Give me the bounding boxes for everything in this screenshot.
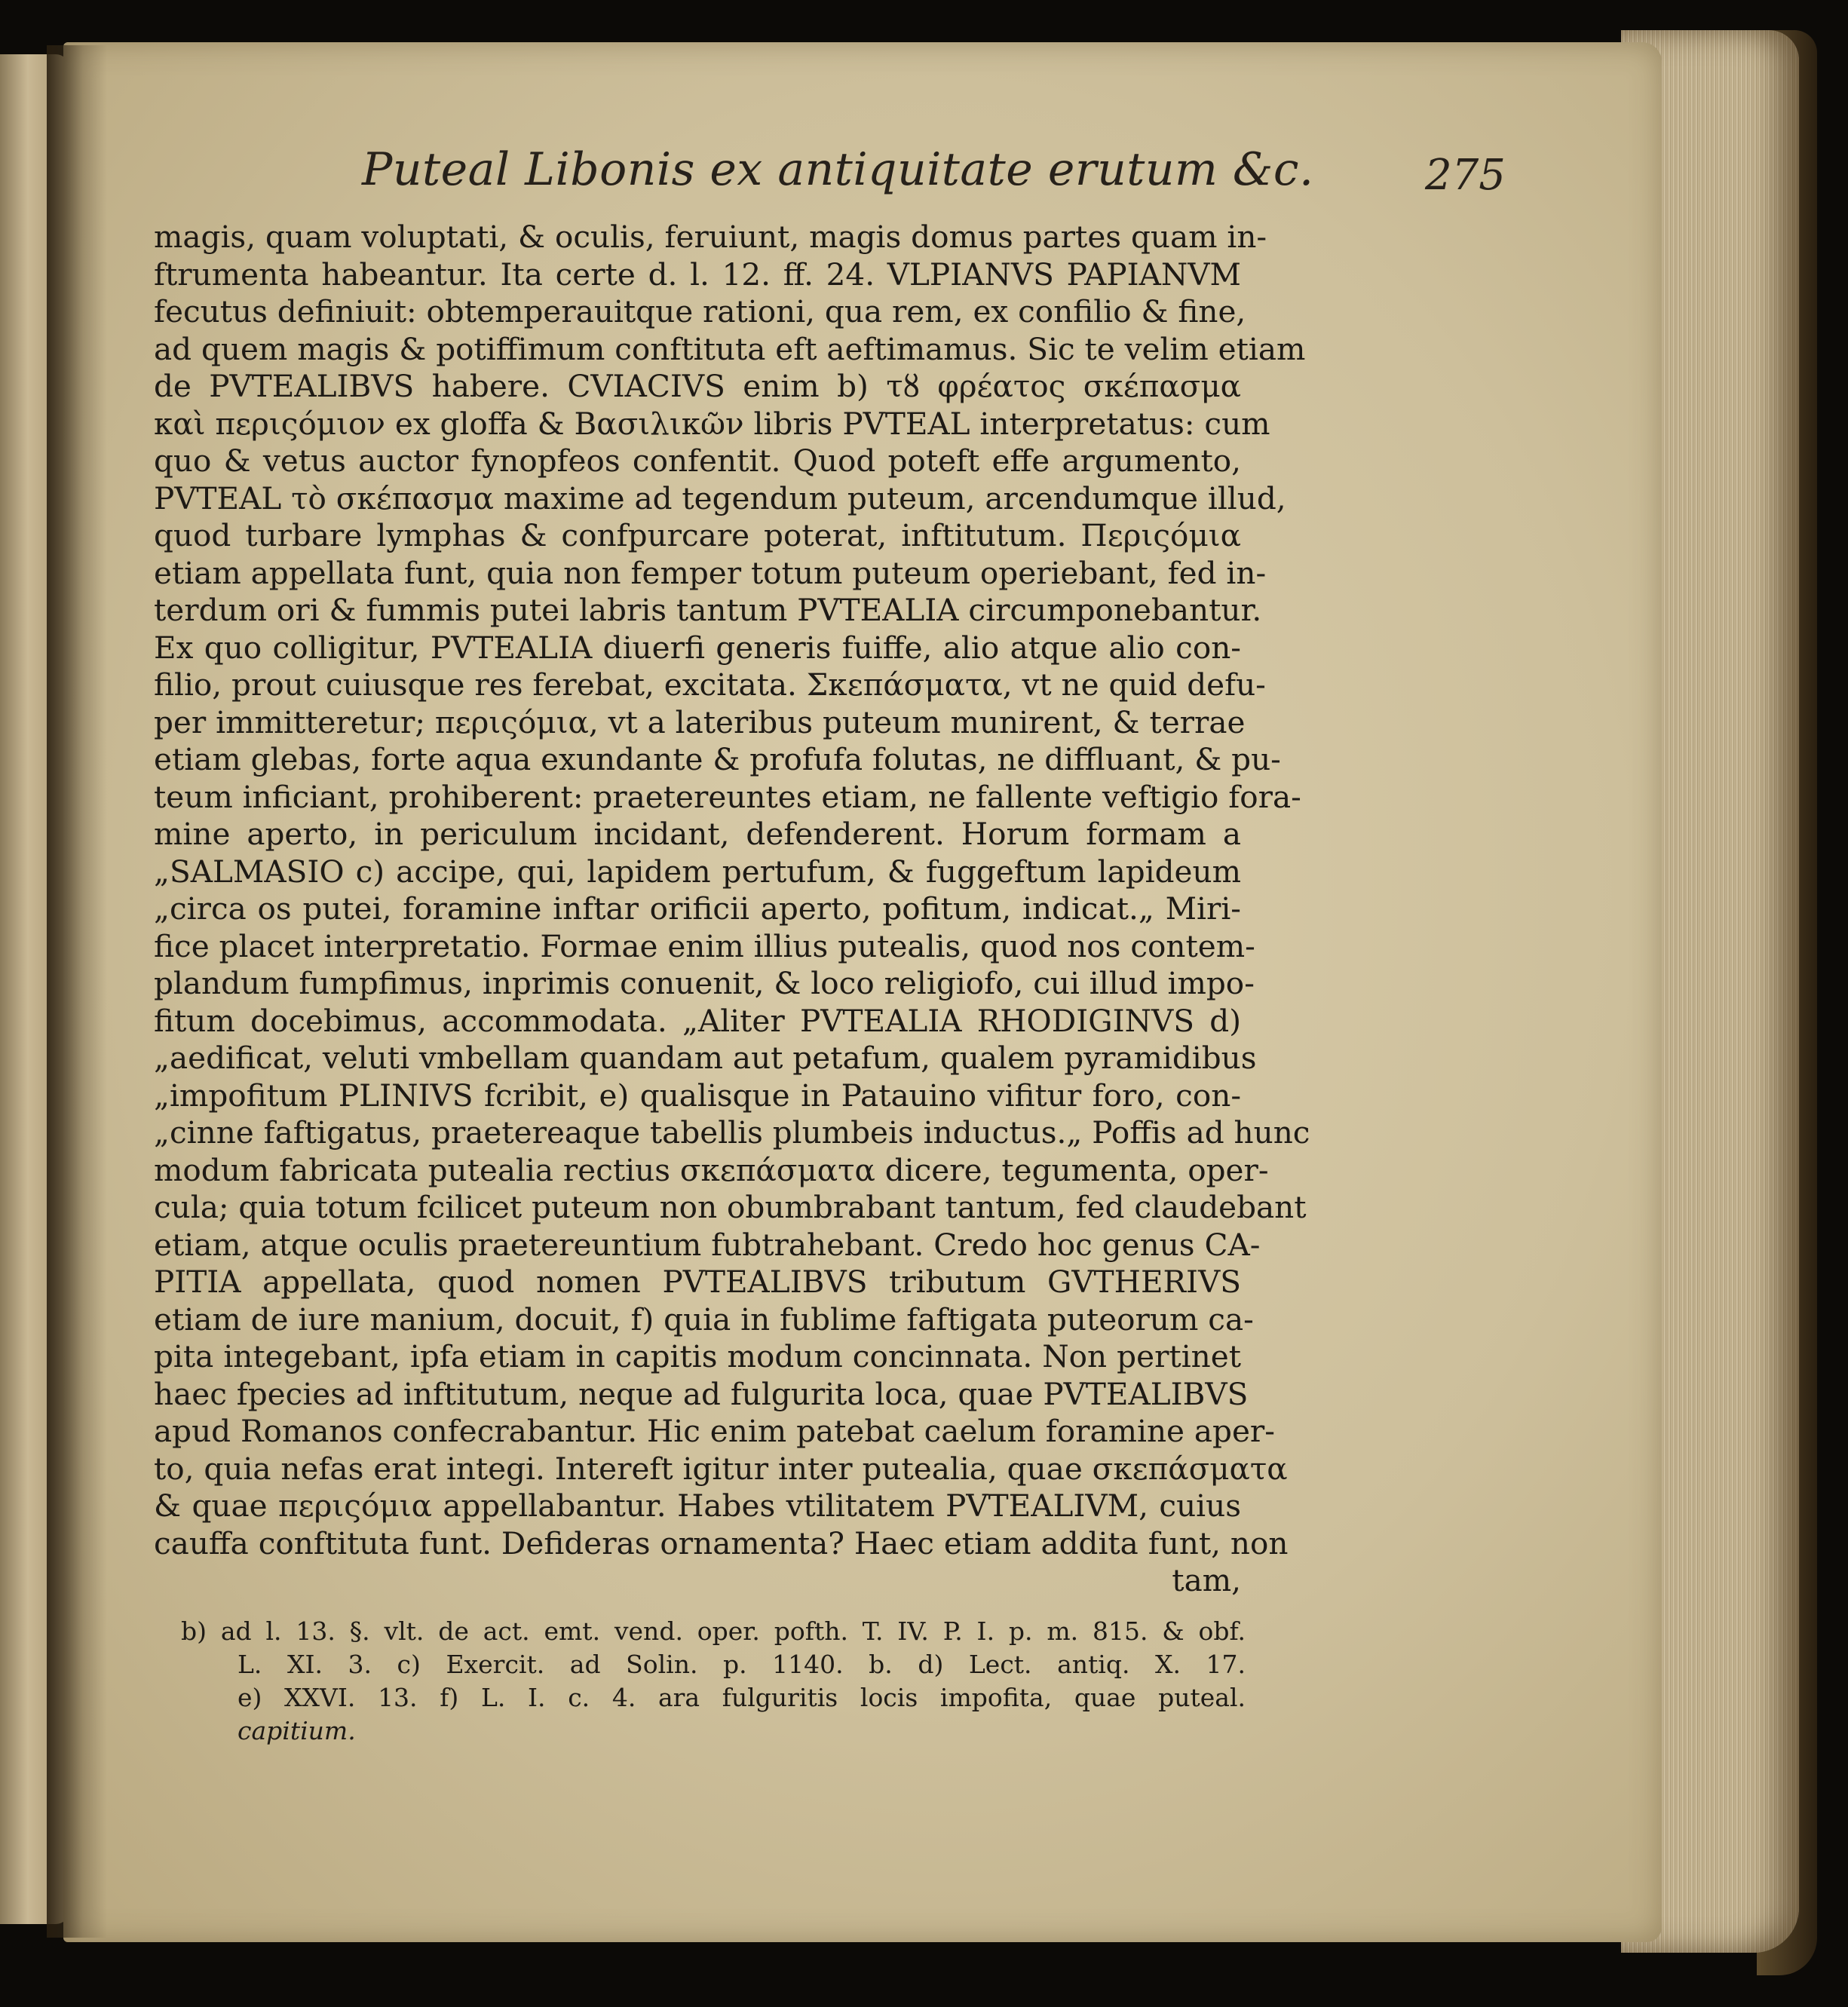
footnote-line: capitium. [238,1716,356,1745]
page-number: 275 [1425,151,1506,200]
body-line: teum inficiant, prohiberent: praetereuntes etiam, ne fallente veftigio fora- [154,778,1301,815]
body-line: quod turbare lymphas & confpurcare poterat, inftitutum. Περιςόμια [154,517,1241,553]
body-line: apud Romanos confecrabantur. Hic enim patebat caelum foramine aper- [154,1413,1275,1449]
body-line: „circa os putei, foramine inftar orificii aperto, pofitum, indicat.„ Miri- [154,890,1241,927]
body-line: etiam, atque oculis praetereuntium fubtrahebant. Credo hoc genus CA- [154,1226,1261,1263]
body-line: tam, [1172,1562,1241,1598]
body-line: „aedificat, veluti vmbellam quandam aut petafum, qualem pyramidibus [154,1040,1257,1076]
body-line: ftrumenta habeantur. Ita certe d. l. 12. ff. 24. VLPIANVS PAPIANVM [154,256,1241,293]
body-line: fice placet interpretatio. Formae enim illius putealis, quod nos contem- [154,927,1255,964]
body-line: PVTEAL τὸ σκέπασμα maxime ad tegendum puteum, arcendumque illud, [154,480,1286,516]
body-line: PITIA appellata, quod nomen PVTEALIBVS tributum GVTHERIVS [154,1264,1241,1300]
body-line: cula; quia totum fcilicet puteum non obumbrabant tantum, fed claudebant [154,1189,1307,1225]
body-line: pita integebant, ipfa etiam in capitis modum concinnata. Non pertinet [154,1338,1241,1374]
body-line: & quae περιςόμια appellabantur. Habes vtilitatem PVTEALIVM, cuius [154,1488,1241,1524]
body-line: etiam glebas, forte aqua exundante & profufa folutas, ne diffluant, & pu- [154,741,1281,777]
body-line: plandum fumpfimus, inprimis conuenit, & loco religiofo, cui illud impo- [154,965,1255,1001]
body-line: magis, quam voluptati, & oculis, feruiunt, magis domus partes quam in- [154,219,1267,255]
body-line: haec fpecies ad inftitutum, neque ad fulgurita loca, quae PVTEALIBVS [154,1375,1249,1412]
book-gutter [47,45,107,1938]
body-line: de PVTEALIBVS habere. CVIACIVS enim b) τȣ φρέατος σκέπασμα [154,368,1241,404]
body-line: „impofitum PLINIVS fcribit, e) qualisque in Patauino vifitur foro, con- [154,1077,1241,1114]
body-line: terdum ori & fummis putei labris tantum PVTEALIA circumponebantur. [154,592,1262,628]
body-line: „cinne faftigatus, praetereaque tabellis plumbeis inductus.„ Poffis ad hunc [154,1114,1310,1151]
body-line: filio, prout cuiusque res ferebat, excitata. Σκεπάσματα, vt ne quid defu- [154,666,1266,703]
body-line: Ex quo colligitur, PVTEALIA diuerfi generis fuiffe, alio atque alio con- [154,629,1241,666]
body-line: quo & vetus auctor fynopfeos confentit. Quod poteft effe argumento, [154,443,1241,479]
body-line: to, quia nefas erat integi. Intereft igitur inter putealia, quae σκεπάσματα [154,1450,1288,1487]
footnote-line: b) ad l. 13. §. vlt. de act. emt. vend. oper. pofth. T. IV. P. I. p. m. 815. & obf. [181,1616,1246,1646]
body-line: cauffa conftituta funt. Defideras ornamenta? Haec etiam addita funt, non [154,1524,1289,1561]
body-line: „SALMASIO c) accipe, qui, lapidem pertufum, & fuggeftum lapideum [154,853,1241,890]
body-line: etiam de iure manium, docuit, f) quia in fublime faftigata puteorum ca- [154,1301,1254,1337]
body-line: per immitteretur; περιςόμια, vt a lateribus puteum munirent, & terrae [154,703,1246,740]
footnote-line: e) XXVI. 13. f) L. I. c. 4. ara fulguritis locis impofita, quae puteal. [238,1683,1246,1712]
body-line: fitum docebimus, accommodata. „Aliter PVTEALIA RHODIGINVS d) [154,1002,1241,1039]
running-head: Puteal Libonis ex antiquitate erutum &c. [362,143,1314,196]
body-line: etiam appellata funt, quia non femper totum puteum operiebant, fed in- [154,554,1267,591]
body-line: ad quem magis & potiffimum conftituta eft aeftimamus. Sic te velim etiam [154,330,1306,367]
body-line: καὶ περιςόμιον ex gloffa & Βασιλικῶν libris PVTEAL interpretatus: cum [154,405,1270,442]
body-text [154,219,1310,1600]
body-line: modum fabricata putealia rectius σκεπάσματα dicere, tegumenta, oper- [154,1151,1269,1188]
body-line: fecutus definiuit: obtemperauitque rationi, qua rem, ex confilio & fine, [154,293,1246,329]
body-line: mine aperto, in periculum incidant, defenderent. Horum formam a [154,816,1241,852]
footnote-line: L. XI. 3. c) Exercit. ad Solin. p. 1140. b. d) Lect. antiq. X. 17. [238,1650,1246,1679]
footnotes [181,1615,1246,1748]
